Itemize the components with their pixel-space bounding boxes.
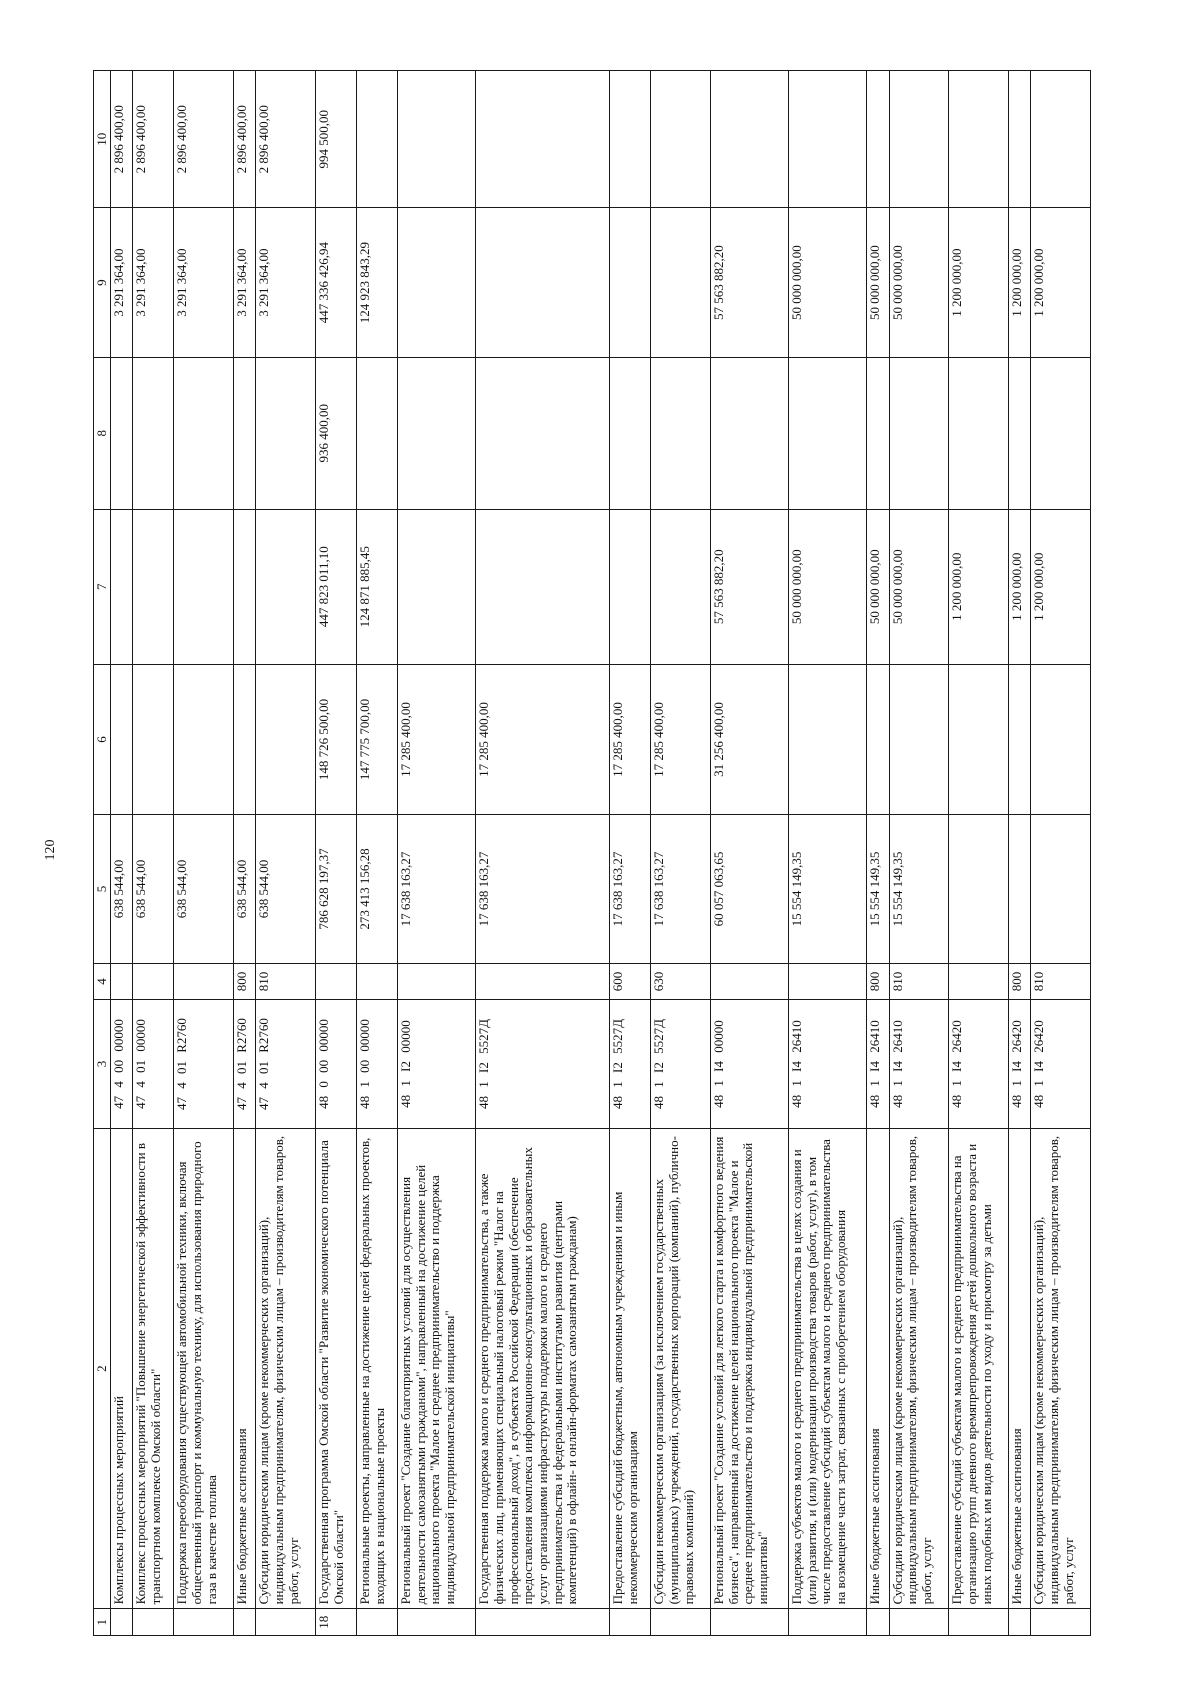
row-number	[357, 1609, 398, 1636]
amount-col-10: 2 896 400,00	[111, 71, 133, 208]
row-number: 18	[316, 1609, 357, 1636]
table-row	[1031, 71, 1091, 1636]
amount-col-7	[174, 509, 234, 664]
row-number	[651, 1609, 711, 1636]
amount-col-8	[789, 357, 867, 509]
amount-col-9: 50 000 000,00	[789, 208, 867, 358]
amount-col-6	[889, 664, 949, 815]
amount-col-5: 273 413 156,28	[357, 815, 398, 963]
expense-type-code	[174, 963, 234, 1000]
expense-type-code	[789, 963, 867, 1000]
amount-col-7	[610, 509, 651, 664]
expense-type-code	[111, 963, 133, 1000]
budget-code: 48 1 I4 26410	[867, 1000, 889, 1128]
amount-col-10	[398, 71, 476, 208]
amount-col-6	[1008, 664, 1030, 815]
amount-col-5: 15 554 149,35	[889, 815, 949, 963]
row-number	[1031, 1609, 1091, 1636]
rotated-page	[93, 70, 1091, 1636]
table-row	[133, 71, 174, 1636]
amount-col-8: 936 400,00	[316, 357, 357, 509]
amount-col-9: 1 200 000,00	[949, 208, 1009, 358]
amount-col-6: 148 726 500,00	[316, 664, 357, 815]
amount-col-6	[789, 664, 867, 815]
row-number	[889, 1609, 949, 1636]
header-cell: 2	[94, 1128, 111, 1609]
budget-code: 48 1 I4 26420	[949, 1000, 1009, 1128]
budget-code: 48 0 00 00000	[316, 1000, 357, 1128]
table-row	[789, 71, 867, 1636]
amount-col-10	[476, 71, 610, 208]
amount-col-7: 1 200 000,00	[1031, 509, 1091, 664]
expense-type-code: 800	[234, 963, 256, 1000]
table-row	[398, 71, 476, 1636]
table-row	[949, 71, 1009, 1636]
row-number	[133, 1609, 174, 1636]
amount-col-7	[256, 509, 316, 664]
header-cell: 6	[94, 664, 111, 815]
amount-col-8	[1008, 357, 1030, 509]
amount-col-8	[476, 357, 610, 509]
amount-col-9	[610, 208, 651, 358]
item-name: Предоставление субсидий бюджетным, автономным учреждениям и иным некоммерческим организациям	[610, 1128, 651, 1609]
amount-col-9: 50 000 000,00	[867, 208, 889, 358]
budget-code: 48 1 I2 5527Д	[476, 1000, 610, 1128]
expense-type-code	[710, 963, 788, 1000]
budget-code: 48 1 00 00000	[357, 1000, 398, 1128]
amount-col-9: 3 291 364,00	[234, 208, 256, 358]
amount-col-6	[234, 664, 256, 815]
expense-type-code	[133, 963, 174, 1000]
amount-col-8	[133, 357, 174, 509]
amount-col-5: 638 544,00	[234, 815, 256, 963]
item-name: Субсидии юридическим лицам (кроме некоммерческих организаций), индивидуальным предпринимателям, физическим лицам – производителям товаров, работ, услуг	[1031, 1128, 1091, 1609]
amount-col-8	[1031, 357, 1091, 509]
amount-col-10	[651, 71, 711, 208]
amount-col-10: 994 500,00	[316, 71, 357, 208]
amount-col-5	[1031, 815, 1091, 963]
amount-col-10	[949, 71, 1009, 208]
amount-col-9: 3 291 364,00	[256, 208, 316, 358]
amount-col-7	[398, 509, 476, 664]
amount-col-9: 3 291 364,00	[111, 208, 133, 358]
amount-col-8	[610, 357, 651, 509]
table-row	[1008, 71, 1030, 1636]
amount-col-10	[357, 71, 398, 208]
amount-col-10	[1031, 71, 1091, 208]
row-number	[174, 1609, 234, 1636]
amount-col-10	[710, 71, 788, 208]
table-row	[476, 71, 610, 1636]
amount-col-7	[651, 509, 711, 664]
amount-col-8	[889, 357, 949, 509]
budget-code: 47 4 01 R2760	[174, 1000, 234, 1128]
amount-col-9: 3 291 364,00	[174, 208, 234, 358]
amount-col-6: 17 285 400,00	[476, 664, 610, 815]
item-name: Предоставление субсидий субъектам малого и среднего предпринимательства на организацию групп дневного времяпрепровождения детей дошкольного возраста и иных подобных им видов деятельности по уходу и присмотру за детьми	[949, 1128, 1009, 1609]
amount-col-8	[949, 357, 1009, 509]
budget-code: 48 1 I4 26410	[889, 1000, 949, 1128]
budget-code: 48 1 I2 5527Д	[610, 1000, 651, 1128]
amount-col-5: 638 544,00	[256, 815, 316, 963]
amount-col-6	[133, 664, 174, 815]
budget-code: 48 1 I2 00000	[398, 1000, 476, 1128]
amount-col-6: 31 256 400,00	[710, 664, 788, 815]
budget-table	[93, 70, 1091, 1636]
header-cell: 3	[94, 1000, 111, 1128]
amount-col-9: 50 000 000,00	[889, 208, 949, 358]
amount-col-10	[889, 71, 949, 208]
amount-col-8	[710, 357, 788, 509]
budget-code: 48 1 I4 26410	[789, 1000, 867, 1128]
item-name: Региональные проекты, направленные на достижение целей федеральных проектов, входящих в национальные проекты	[357, 1128, 398, 1609]
amount-col-5: 60 057 063,65	[710, 815, 788, 963]
budget-code: 48 1 I2 5527Д	[651, 1000, 711, 1128]
budget-code: 48 1 I4 26420	[1031, 1000, 1091, 1128]
amount-col-7: 124 871 885,45	[357, 509, 398, 664]
amount-col-5	[1008, 815, 1030, 963]
amount-col-6	[949, 664, 1009, 815]
amount-col-7: 447 823 011,10	[316, 509, 357, 664]
header-row	[94, 71, 111, 1636]
amount-col-6	[256, 664, 316, 815]
budget-code: 47 4 00 00000	[111, 1000, 133, 1128]
amount-col-6	[1031, 664, 1091, 815]
amount-col-8	[174, 357, 234, 509]
amount-col-9: 57 563 882,20	[710, 208, 788, 358]
amount-col-6: 17 285 400,00	[398, 664, 476, 815]
amount-col-5: 17 638 163,27	[651, 815, 711, 963]
row-number	[710, 1609, 788, 1636]
item-name: Региональный проект "Создание условий для легкого старта и комфортного ведения бизнеса", направленный на достижение целей национального проекта "Малое и среднее предпринимательство и поддержка индивидуальной предпринимательской инициативы"	[710, 1128, 788, 1609]
table-row	[174, 71, 234, 1636]
item-name: Иные бюджетные ассигнования	[867, 1128, 889, 1609]
table-row	[710, 71, 788, 1636]
budget-code: 47 4 01 R2760	[256, 1000, 316, 1128]
item-name: Региональный проект "Создание благоприятных условий для осуществления деятельности самозанятыми гражданами", направленный на достижение целей национального проекта "Малое и среднее предпринимательство и поддержка индивидуальной предпринимательской инициативы"	[398, 1128, 476, 1609]
expense-type-code	[357, 963, 398, 1000]
budget-code: 47 4 01 00000	[133, 1000, 174, 1128]
row-number	[234, 1609, 256, 1636]
table-row	[234, 71, 256, 1636]
amount-col-6: 17 285 400,00	[651, 664, 711, 815]
amount-col-7: 50 000 000,00	[889, 509, 949, 664]
amount-col-8	[111, 357, 133, 509]
amount-col-5: 15 554 149,35	[867, 815, 889, 963]
amount-col-5: 15 554 149,35	[789, 815, 867, 963]
header-cell: 4	[94, 963, 111, 1000]
budget-code: 48 1 I4 26420	[1008, 1000, 1030, 1128]
expense-type-code: 810	[256, 963, 316, 1000]
table-row	[111, 71, 133, 1636]
row-number	[476, 1609, 610, 1636]
amount-col-9	[398, 208, 476, 358]
item-name: Поддержка переоборудования существующей автомобильной техники, включая общественный транспорт и коммунальную технику, для использования природного газа в качестве топлива	[174, 1128, 234, 1609]
expense-type-code	[316, 963, 357, 1000]
item-name: Иные бюджетные ассигнования	[234, 1128, 256, 1609]
amount-col-6: 17 285 400,00	[610, 664, 651, 815]
amount-col-9: 447 336 426,94	[316, 208, 357, 358]
amount-col-6	[867, 664, 889, 815]
header-cell: 5	[94, 815, 111, 963]
amount-col-9: 1 200 000,00	[1008, 208, 1030, 358]
amount-col-9: 1 200 000,00	[1031, 208, 1091, 358]
budget-code: 47 4 01 R2760	[234, 1000, 256, 1128]
item-name: Поддержка субъектов малого и среднего предпринимательства в целях создания и (или) развития, и (или) модернизации производства товаров (работ, услуг), в том числе предоставление субсидий субъектам малого и среднего предпринимательства на возмещение части затрат, связанных с приобретением оборудования	[789, 1128, 867, 1609]
row-number	[789, 1609, 867, 1636]
amount-col-10	[610, 71, 651, 208]
expense-type-code: 800	[1008, 963, 1030, 1000]
table-row	[889, 71, 949, 1636]
amount-col-9	[476, 208, 610, 358]
amount-col-7: 50 000 000,00	[867, 509, 889, 664]
amount-col-9: 124 923 843,29	[357, 208, 398, 358]
amount-col-7: 50 000 000,00	[789, 509, 867, 664]
amount-col-5: 17 638 163,27	[610, 815, 651, 963]
amount-col-7	[111, 509, 133, 664]
amount-col-5: 638 544,00	[111, 815, 133, 963]
amount-col-7: 57 563 882,20	[710, 509, 788, 664]
table-row	[256, 71, 316, 1636]
amount-col-10	[1008, 71, 1030, 208]
item-name: Субсидии юридическим лицам (кроме некоммерческих организаций), индивидуальным предпринимателям, физическим лицам – производителям товаров, работ, услуг	[889, 1128, 949, 1609]
amount-col-10	[789, 71, 867, 208]
item-name: Иные бюджетные ассигнования	[1008, 1128, 1030, 1609]
amount-col-10	[867, 71, 889, 208]
row-number	[111, 1609, 133, 1636]
expense-type-code	[476, 963, 610, 1000]
expense-type-code	[949, 963, 1009, 1000]
header-cell: 10	[94, 71, 111, 208]
expense-type-code: 600	[610, 963, 651, 1000]
item-name: Государственная программа Омской области "Развитие экономического потенциала Омской области"	[316, 1128, 357, 1609]
expense-type-code: 810	[1031, 963, 1091, 1000]
table-row	[867, 71, 889, 1636]
table-row	[610, 71, 651, 1636]
table-row	[357, 71, 398, 1636]
amount-col-8	[234, 357, 256, 509]
header-cell: 8	[94, 357, 111, 509]
amount-col-9	[651, 208, 711, 358]
expense-type-code: 800	[867, 963, 889, 1000]
amount-col-7: 1 200 000,00	[949, 509, 1009, 664]
amount-col-6	[174, 664, 234, 815]
amount-col-7	[234, 509, 256, 664]
amount-col-7: 1 200 000,00	[1008, 509, 1030, 664]
amount-col-8	[651, 357, 711, 509]
item-name: Государственная поддержка малого и среднего предпринимательства, а также физических лиц, применяющих специальный налоговый режим "Налог на профессиональный доход", в субъектах Российской Федерации (обеспечение предоставления комплекса информационно-консультационных и образовательных услуг организациями инфраструктуры поддержки малого и среднего предпринимательства и федеральными институтами развития (центрами компетенций) в офлайн- и онлайн-форматах самозанятым гражданам)	[476, 1128, 610, 1609]
amount-col-6: 147 775 700,00	[357, 664, 398, 815]
amount-col-7	[476, 509, 610, 664]
expense-type-code: 810	[889, 963, 949, 1000]
budget-code: 48 1 I4 00000	[710, 1000, 788, 1128]
amount-col-5: 786 628 197,37	[316, 815, 357, 963]
row-number	[610, 1609, 651, 1636]
row-number	[949, 1609, 1009, 1636]
amount-col-5: 638 544,00	[133, 815, 174, 963]
amount-col-5: 638 544,00	[174, 815, 234, 963]
amount-col-9: 3 291 364,00	[133, 208, 174, 358]
table-row	[316, 71, 357, 1636]
row-number	[1008, 1609, 1030, 1636]
item-name: Субсидии юридическим лицам (кроме некоммерческих организаций), индивидуальным предпринимателям, физическим лицам – производителям товаров, работ, услуг	[256, 1128, 316, 1609]
item-name: Комплексы процессных мероприятий	[111, 1128, 133, 1609]
row-number	[256, 1609, 316, 1636]
amount-col-6	[111, 664, 133, 815]
amount-col-8	[256, 357, 316, 509]
row-number	[398, 1609, 476, 1636]
expense-type-code: 630	[651, 963, 711, 1000]
amount-col-10: 2 896 400,00	[234, 71, 256, 208]
amount-col-8	[867, 357, 889, 509]
amount-col-5	[949, 815, 1009, 963]
table-row	[651, 71, 711, 1636]
page-number: 120	[43, 839, 58, 861]
amount-col-5: 17 638 163,27	[398, 815, 476, 963]
row-number	[867, 1609, 889, 1636]
amount-col-10: 2 896 400,00	[133, 71, 174, 208]
header-cell: 1	[94, 1609, 111, 1636]
amount-col-8	[357, 357, 398, 509]
expense-type-code	[398, 963, 476, 1000]
header-cell: 7	[94, 509, 111, 664]
amount-col-10: 2 896 400,00	[256, 71, 316, 208]
amount-col-5: 17 638 163,27	[476, 815, 610, 963]
amount-col-7	[133, 509, 174, 664]
item-name: Комплекс процессных мероприятий "Повышение энергетической эффективности в транспортном комплексе Омской области"	[133, 1128, 174, 1609]
item-name: Субсидии некоммерческим организациям (за исключением государственных (муниципальных) учреждений, государственных корпораций (компаний), публично-правовых компаний)	[651, 1128, 711, 1609]
header-cell: 9	[94, 208, 111, 358]
amount-col-10: 2 896 400,00	[174, 71, 234, 208]
amount-col-8	[398, 357, 476, 509]
